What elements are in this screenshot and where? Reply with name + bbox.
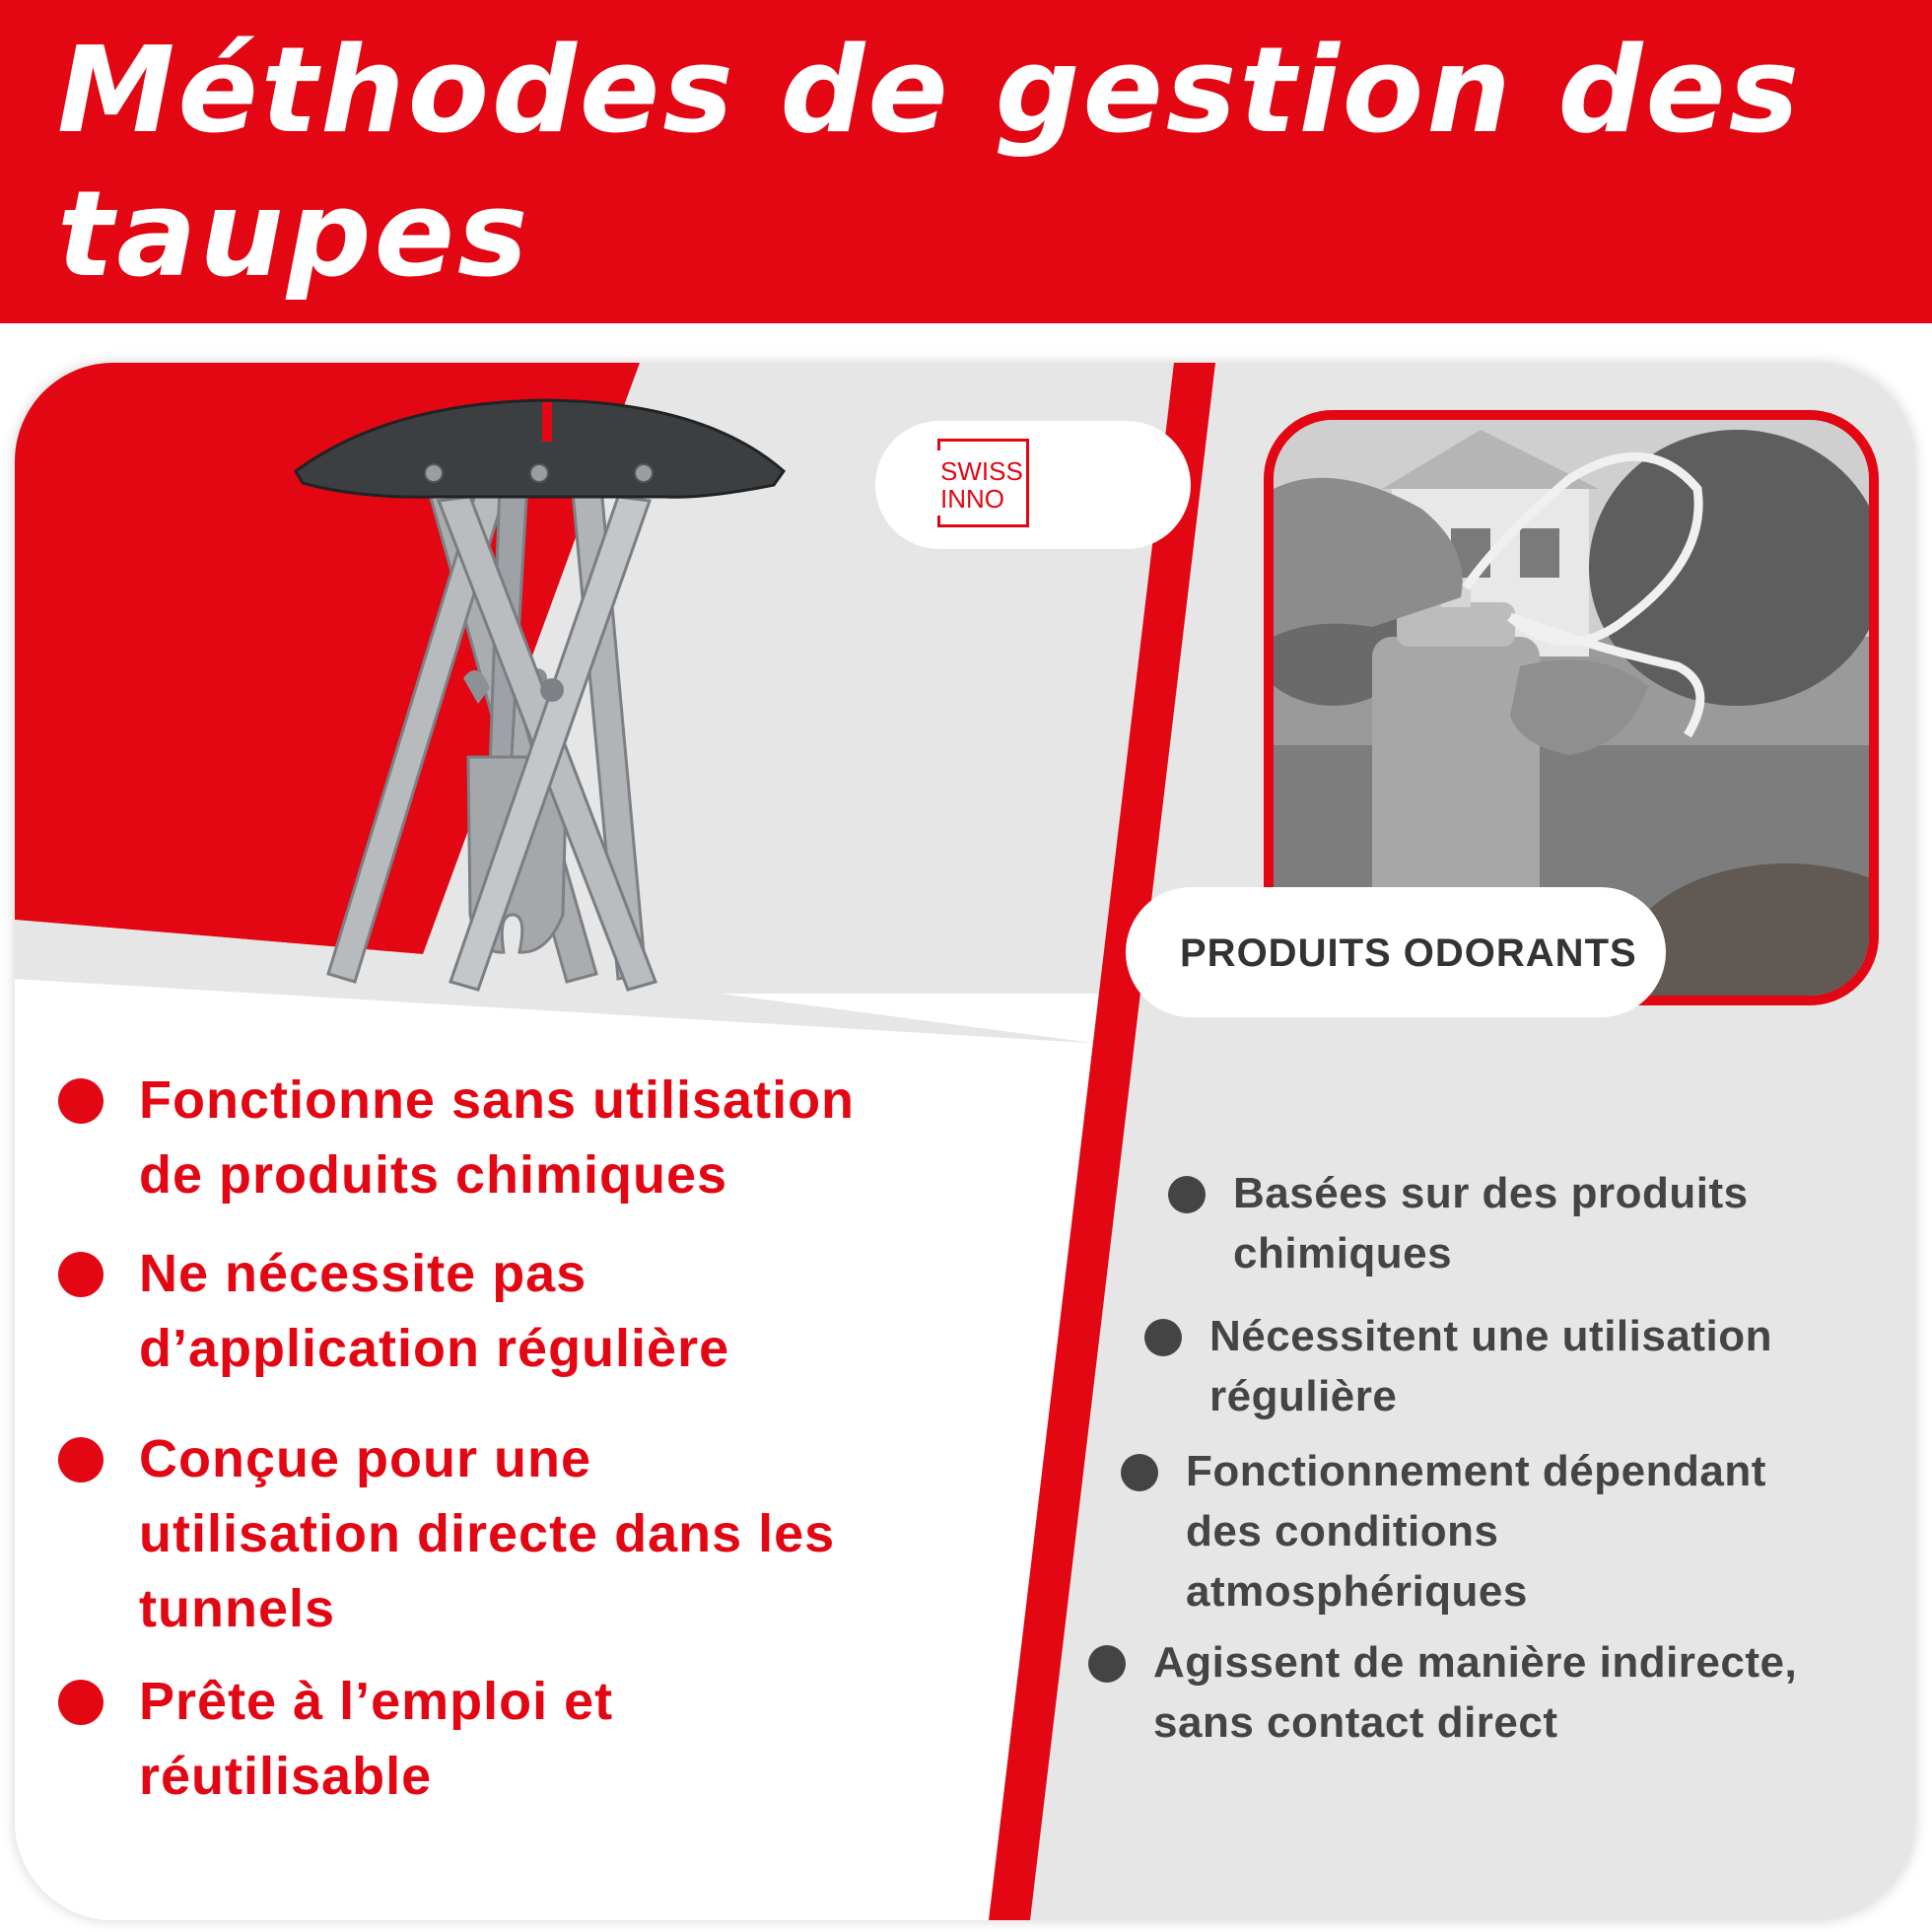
drawback-line: régulière — [1209, 1372, 1398, 1420]
benefit-line: Fonctionne sans utilisation — [139, 1070, 856, 1130]
drawback-line: des conditions — [1186, 1507, 1499, 1555]
drawback-line: chimiques — [1233, 1229, 1453, 1277]
bullet-dot — [58, 1437, 104, 1483]
list-item — [1209, 1306, 1880, 1426]
list-item — [1186, 1441, 1876, 1622]
bullet-dot — [1121, 1454, 1158, 1491]
benefit-line: Conçue pour une — [139, 1429, 591, 1488]
bullet-dot — [58, 1252, 104, 1297]
header-banner — [0, 0, 1932, 323]
bullet-dot — [1144, 1319, 1182, 1356]
drawback-line: sans contact direct — [1153, 1698, 1558, 1747]
bullet-dot — [58, 1680, 104, 1725]
logo-line-2: INNO — [940, 484, 1004, 514]
odor-products-label: PRODUITS ODORANTS — [1180, 932, 1637, 975]
drawback-line: Fonctionnement dépendant — [1186, 1447, 1766, 1495]
list-item — [139, 1421, 1026, 1646]
drawback-line: Basées sur des produits — [1233, 1169, 1749, 1217]
benefit-line: utilisation directe dans les — [139, 1504, 836, 1563]
page-title: Méthodes de gestion des taupes — [57, 23, 1803, 304]
list-item — [139, 1236, 1026, 1386]
drawback-line: atmosphériques — [1186, 1567, 1528, 1616]
comparison-card — [15, 363, 1915, 1920]
bullet-dot — [1168, 1176, 1206, 1213]
list-item — [1153, 1632, 1883, 1753]
benefit-line: de produits chimiques — [139, 1145, 728, 1205]
list-item — [1233, 1163, 1884, 1283]
benefit-line: tunnels — [139, 1579, 336, 1638]
bullet-dot — [1088, 1645, 1126, 1683]
logo-line-1: SWISS — [940, 456, 1023, 486]
benefit-line: d’application régulière — [139, 1319, 730, 1378]
swiss-inno-logo — [940, 439, 1029, 527]
benefit-line: Prête à l’emploi et — [139, 1672, 614, 1731]
bullet-dot — [58, 1078, 104, 1124]
logo-pill — [875, 421, 1191, 549]
benefit-line: réutilisable — [139, 1747, 433, 1806]
drawback-line: Agissent de manière indirecte, — [1153, 1638, 1798, 1687]
list-item — [139, 1063, 1026, 1212]
drawback-line: Nécessitent une utilisation — [1209, 1312, 1772, 1360]
benefit-line: Ne nécessite pas — [139, 1244, 587, 1303]
list-item — [139, 1664, 1026, 1814]
logo-text — [940, 457, 1023, 513]
